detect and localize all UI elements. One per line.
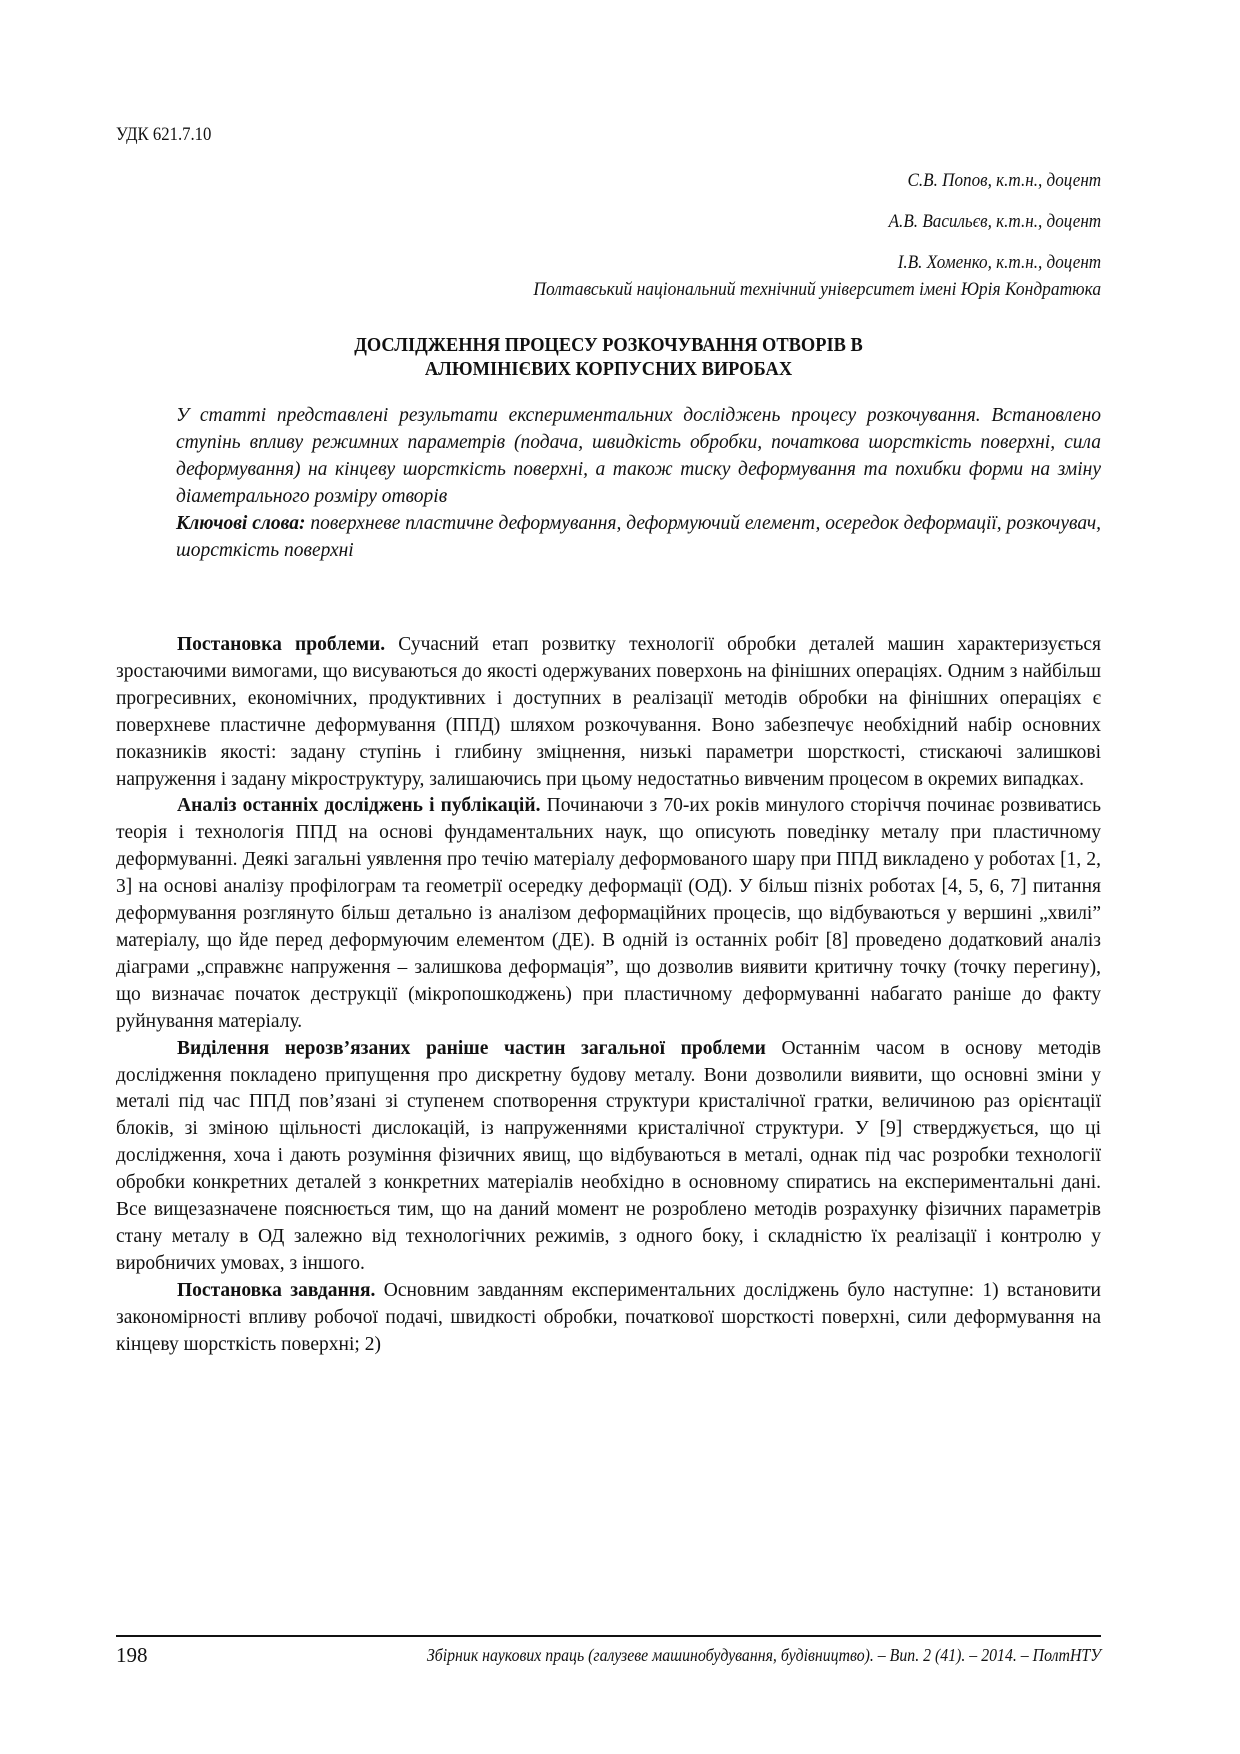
keywords-text: поверхневе пластичне деформування, деформуючий елемент, осередок деформації, розкочувач, шорсткість поверхні: [176, 513, 1101, 561]
section-heading: Виділення нерозв’язаних раніше частин загальної проблеми: [177, 1037, 766, 1059]
abstract: [176, 402, 1101, 564]
section-text: Останнім часом в основу методів дослідження покладено припущення про дискретну будову металу. Вони дозволили виявити, що основні зміни у металі під час ППД пов’язані зі ступенем спотворення структури кристалічної гратки, величиною раз орієнтації блоків, зі зміною щільності дислокацій, із напруженнями кристалічної структури. У [9] стверджується, що ці дослідження, хоча і дають розуміння фізичних явищ, що відбуваються в металі, однак під час розробки технології обробки конкретних деталей з конкретних матеріалів необхідно в основному спиратись на експериментальні дані. Все вищезазначене пояснюється тим, що на даний момент не розроблено методів розрахунку фізичних параметрів стану металу в ОД залежно від технологічних режимів, з одного боку, і складністю їх реалізації і контролю у виробничих умовах, з іншого.: [116, 1037, 1102, 1274]
keywords-label: Ключові слова:: [176, 513, 306, 534]
section-text: Сучасний етап розвитку технології обробки деталей машин характеризується зростаючими вимогами, що висуваються до якості одержуваних поверхонь на фінішних операціях. Одним з найбільш прогресивних, економічних, продуктивних і доступних в реалізації методів обробки на фінішних операціях є поверхневе пластичне деформування (ППД) шляхом розкочування. Воно забезпечує необхідний набір основних показників якості: задану ступінь і глибину зміцнення, низькі параметри шорсткості, стискаючі залишкові напруження і задану мікроструктуру, залишаючись при цьому недостатньо вивченим процесом в окремих випадках.: [116, 634, 1101, 790]
section-heading: Аналіз останніх досліджень і публікацій.: [177, 795, 541, 817]
page-number: 198: [116, 1643, 148, 1667]
author-1: С.В. Попов, к.т.н., доцент: [907, 170, 1101, 191]
section-heading: Постановка завдання.: [177, 1279, 376, 1301]
paper-title: [116, 333, 1101, 381]
author-3: І.В. Хоменко, к.т.н., доцент: [897, 252, 1101, 273]
title-line-1: ДОСЛІДЖЕННЯ ПРОЦЕСУ РОЗКОЧУВАННЯ ОТВОРІВ В: [354, 334, 863, 356]
journal-citation: Збірник наукових праць (галузеве машинобудування, будівництво). – Вип. 2 (41). – 2014. – ПолтНТУ: [427, 1645, 1101, 1665]
section-problem: [116, 632, 1101, 793]
title-line-2: АЛЮМІНІЄВИХ КОРПУСНИХ ВИРОБАХ: [424, 358, 793, 380]
udk-code: УДК 621.7.10: [116, 124, 212, 145]
section-analysis: [116, 793, 1101, 1035]
section-text: Починаючи з 70-их років минулого сторіччя починає розвиватись теорія і технологія ППД на основі фундаментальних наук, що описують поведінку металу при пластичному деформуванні. Деякі загальні уявлення про течію матеріалу деформованого шару при ППД викладено у роботах [1, 2, 3] на основі аналізу профілограм та геометрії осередку деформації (ОД). У більш пізніх роботах [4, 5, 6, 7] питання деформування розглянуто більш детально із аналізом деформаційних процесів, що відбуваються у вершині „хвилі” матеріалу, що йде перед деформуючим елементом (ДЕ). В одній із останніх робіт [8] проведено додатковий аналіз діаграми „справжнє напруження – залишкова деформація”, що дозволив виявити критичну точку (точку перегину), що визначає початок деструкції (мікропошкоджень) при пластичному деформуванні набагато раніше до факту руйнування матеріалу.: [116, 795, 1101, 1032]
body-text: [116, 632, 1101, 1358]
abstract-text: У статті представлені результати експериментальних досліджень процесу розкочування. Встановлено ступінь впливу режимних параметрів (подача, швидкість обробки, початкова шорсткість поверхні, сила деформування) на кінцеву шорсткість поверхні, а також тиску деформування та похибки форми на зміну діаметрального розміру отворів: [176, 405, 1101, 507]
keywords: [176, 510, 1101, 564]
section-heading: Постановка проблеми.: [177, 634, 386, 655]
section-text: Основним завданням експериментальних досліджень було наступне: 1) встановити закономірності впливу робочої подачі, швидкості обробки, початкової шорсткості поверхні, сили деформування на кінцеву шорсткість поверхні; 2): [116, 1279, 1101, 1355]
author-2: А.В. Васильєв, к.т.н., доцент: [888, 211, 1101, 232]
affiliation: Полтавський національний технічний університет імені Юрія Кондратюка: [533, 279, 1101, 300]
section-unsolved: [116, 1036, 1101, 1278]
paper-page: [116, 0, 1101, 1754]
author-list: [865, 160, 1101, 283]
section-task: [116, 1278, 1101, 1359]
footer-divider: [116, 1635, 1101, 1637]
